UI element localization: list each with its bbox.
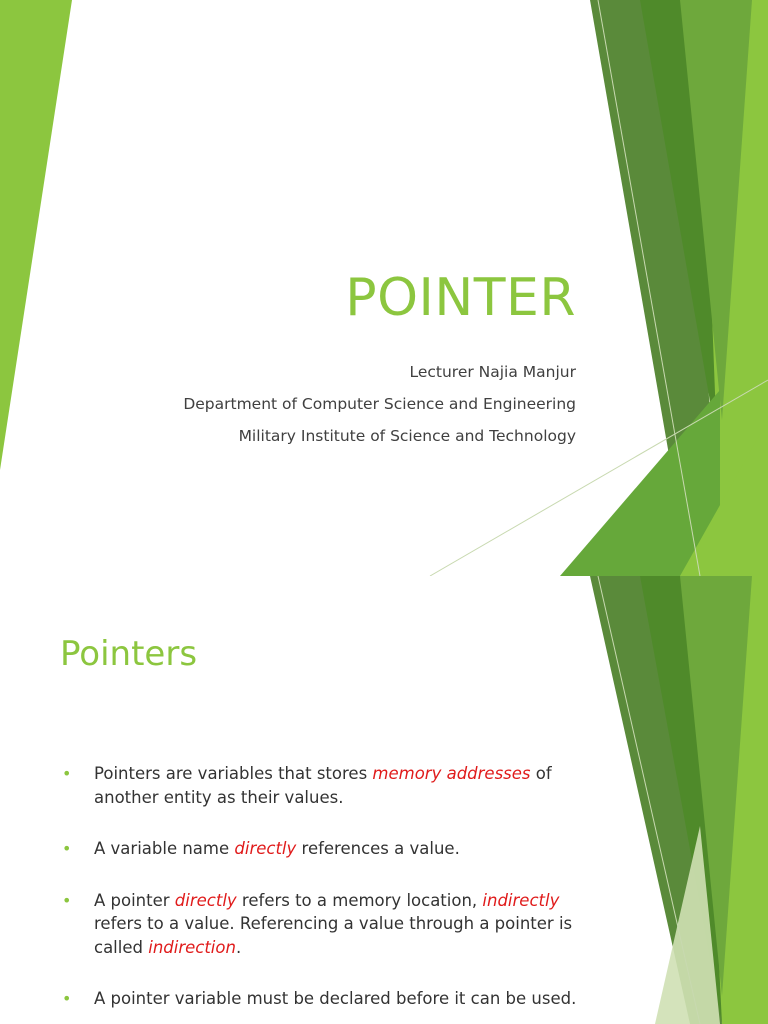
lecturer-line: Lecturer Najia Manjur [409, 363, 576, 381]
slide-title: POINTER [345, 268, 576, 328]
bullet-marker-icon: • [62, 764, 72, 783]
content-slide [0, 576, 768, 1024]
emphasized-term: directly [174, 890, 237, 910]
emphasized-term: indirection [148, 937, 236, 957]
left-green-wedge [0, 0, 72, 470]
bullet-item [60, 762, 580, 809]
bullet-text: A pointer [94, 890, 175, 910]
bullet-text: A pointer variable must be declared before it can be used. [94, 989, 577, 1008]
subtitle-block [183, 356, 576, 452]
bullet-text: A variable name [94, 839, 235, 858]
bullet-text: refers to a value. Referencing a value through a pointer is called [94, 914, 573, 957]
bullet-text: references a value. [296, 839, 460, 858]
slide-title: Pointers [60, 634, 198, 674]
emphasized-term: indirectly [482, 890, 560, 910]
bullet-text: Pointers are variables that stores [94, 764, 373, 783]
bullet-item [60, 889, 580, 960]
bullet-item [60, 837, 580, 861]
institute-line: Military Institute of Science and Technology [238, 427, 576, 445]
bullet-list [60, 762, 580, 1024]
department-line: Department of Computer Science and Engineering [183, 395, 576, 413]
bullet-marker-icon: • [62, 890, 72, 910]
bullet-text: . [235, 937, 242, 957]
bullet-marker-icon: • [62, 989, 72, 1008]
bullet-item [60, 987, 580, 1011]
emphasized-term: memory addresses [372, 764, 531, 783]
bullet-marker-icon: • [62, 839, 72, 858]
emphasized-term: directly [234, 839, 297, 858]
bullet-text: refers to a memory location, [236, 890, 483, 910]
bullet-text: of another entity as their values. [94, 764, 552, 807]
